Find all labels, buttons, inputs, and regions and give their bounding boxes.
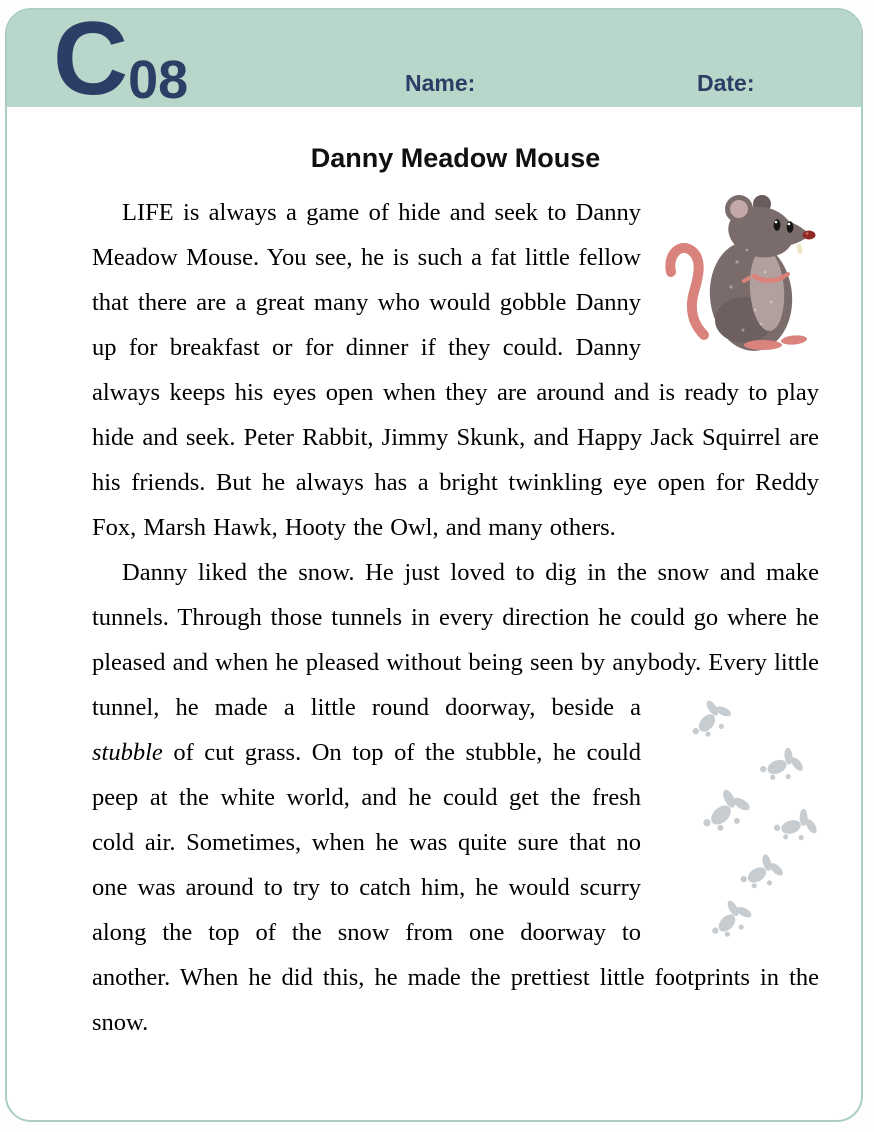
story-paragraph-1 [92,190,819,550]
logo-number: 08 [128,50,189,111]
logo-letter: C [53,8,127,117]
footprints-illustration [671,687,819,937]
name-label: Name: [405,70,476,96]
paragraph-2-italic-word: stubble [92,739,163,766]
story-paragraph-2 [92,550,819,1045]
paragraph-2-text-c: of cut grass. On top of the stubble, he could peep at the white world, and he could get the fresh cold air. Sometimes, when he was quite sure that no one was around to try to catch him, he would scurry along the top of the snow from one doorway to another. When he did this, he made the prettiest little footprints in the snow. [92,739,819,1036]
page-title: Danny Meadow Mouse [310,143,601,173]
mouse-tail [670,248,704,335]
header-band [7,8,861,117]
paragraph-2-text-b: beside a [551,694,641,721]
story-text [92,190,819,1045]
page-content [7,143,861,1045]
mouse-illustration [659,192,819,354]
paragraph-2-text-a: Danny liked the snow. He just loved to dig in the snow and make tunnels. Through those tunnels in every direction he could go where he pleased and when he pleased without being seen by anybody. Every little tunnel, he made a little round doorway, [92,559,819,721]
worksheet-page [5,8,863,1122]
lesson-code-logo [53,8,189,117]
paragraph-1-text: LIFE is always a game of hide and seek to Danny Meadow Mouse. You see, he is such a fat little fellow that there are a great many who would gobble Danny up for breakfast or for dinner if they could. Danny always keeps his eyes open when they are around and is ready to play hide and seek. Peter Rabbit, Jimmy Skunk, and Happy Jack Squirrel are his friends. But he always has a bright twinkling eye open for Reddy Fox, Marsh Hawk, Hooty the Owl, and many others. [92,199,819,541]
date-label: Date: [697,70,755,96]
